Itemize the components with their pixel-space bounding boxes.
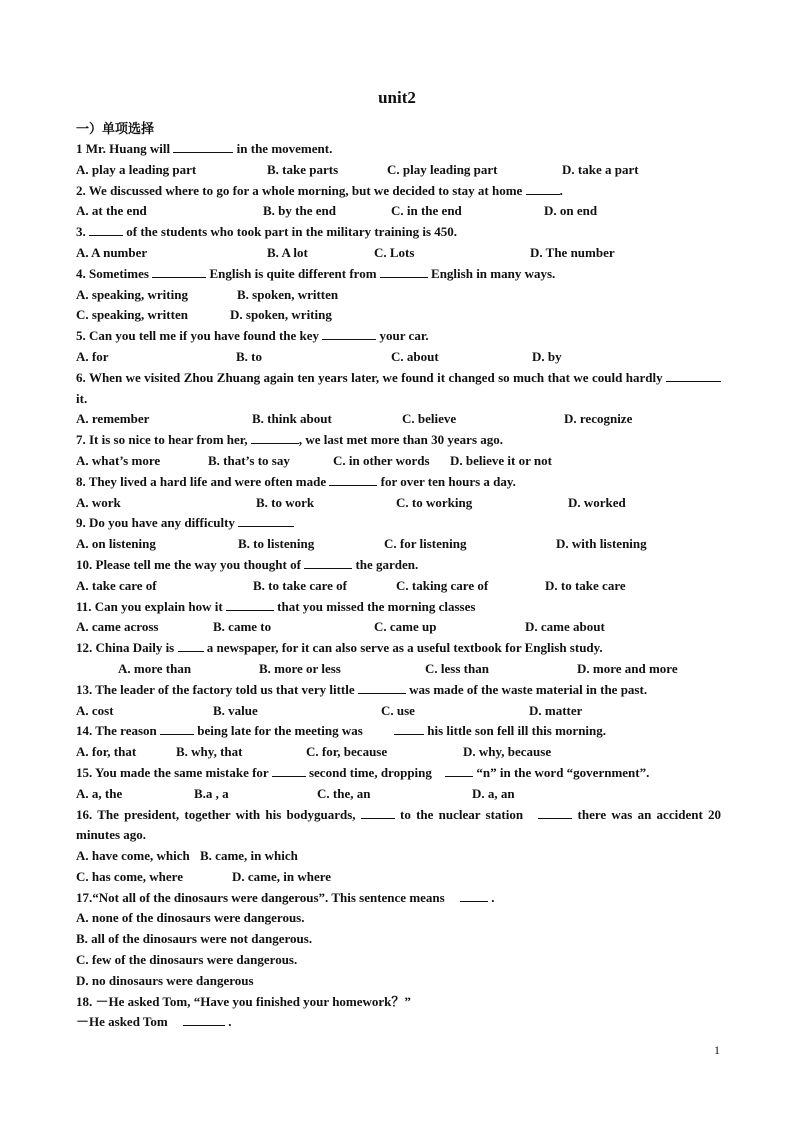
option-a: A. cost [76,702,114,718]
question-text: for over ten hours a day. [380,473,516,489]
option-c: C. taking care of [396,577,489,593]
option-c: C. speaking, written [76,307,188,323]
option-b: B. all of the dinosaurs were not dangerous. [76,931,313,947]
option-a: A. a, the [76,785,123,801]
option-d: D. recognize [564,411,633,427]
option-d: D. to take care [545,577,626,593]
options-row [76,347,721,368]
option-b: B. more or less [259,660,341,676]
question-text: 2. We discussed where to go for a whole morning, but we decided to stay at home [76,182,523,198]
option-d: D. by [532,348,562,364]
option-c: C. about [391,348,439,364]
question-text: . [228,1014,232,1030]
option-c: C. play leading part [387,161,498,177]
question-text: to the nuclear station [400,806,524,822]
answer-blank [538,806,572,819]
answer-blank [89,223,123,236]
answer-blank [394,722,424,735]
option-a: A. for, that [76,744,137,760]
option-d: D. worked [568,494,626,510]
answer-blank [329,473,377,486]
option-b: B. why, that [176,744,243,760]
options-row [76,160,721,181]
option-b: B. spoken, written [237,286,339,302]
option-d: D. more and more [577,660,678,676]
option-a: A. take care of [76,577,157,593]
options-row [76,201,721,222]
option-d: D. came, in where [232,868,332,884]
option-b: B. came, in which [200,848,298,864]
option-c: C. use [381,702,415,718]
exercise-body [76,118,721,1033]
options-row [76,867,721,888]
option-c: C. has come, where [76,868,183,884]
options-row [76,971,721,992]
page-number: 1 [714,1043,720,1057]
option-c: C. less than [425,660,489,676]
question-text: 10. Please tell me the way you thought of [76,556,301,572]
option-d: D. no dinosaurs were dangerous [76,972,254,988]
option-d: D. with listening [556,536,647,552]
option-d: D. on end [544,203,598,219]
answer-blank [226,598,274,611]
question-17 [76,888,721,909]
question-text: 14. The reason [76,723,157,739]
section-heading: 一）单项选择 [76,121,155,136]
question-text: 18. －He asked Tom, “Have you finished your homework？” [76,993,411,1009]
option-b: B. to take care of [253,577,347,593]
question-text: 8. They lived a hard life and were often made [76,473,327,489]
option-c: C. in other words [333,452,430,468]
question-text: 11. Can you explain how it [76,598,223,614]
question-text: a newspaper, for it can also serve as a useful textbook for English study. [206,640,603,656]
question-5 [76,326,721,347]
answer-blank [251,431,299,444]
options-row [76,784,721,805]
option-b: B. A lot [267,244,308,260]
option-b: B. that’s to say [208,452,290,468]
option-a: A. have come, which [76,848,190,864]
option-a: A. what’s more [76,452,161,468]
question-3 [76,222,721,243]
question-text: English in many ways. [431,265,556,281]
option-a: A. more than [118,660,192,676]
answer-blank [380,265,428,278]
option-b: B. to [236,348,262,364]
question-13 [76,680,721,701]
option-c: C. for, because [306,744,388,760]
question-text: in the movement. [236,141,333,156]
option-a: A. on listening [76,536,156,552]
answer-blank [460,889,488,902]
option-d: D. why, because [463,744,552,760]
option-c: C. in the end [391,203,462,219]
answer-blank [178,639,204,652]
option-c: C. believe [402,411,457,427]
option-b: B. take parts [267,161,339,177]
question-16 [76,805,721,847]
question-text: 1 Mr. Huang will [76,141,171,156]
question-18 [76,992,721,1013]
question-7 [76,430,721,451]
options-row [76,701,721,722]
question-text: English is quite different from [209,265,377,281]
question-text: 13. The leader of the factory told us that very little [76,681,355,697]
option-d: D. believe it or not [450,452,552,468]
options-row [76,243,721,264]
option-b: B. came to [213,619,272,635]
option-a: A. for [76,348,109,364]
option-b: B. value [213,702,258,718]
question-12 [76,638,721,659]
question-text: “n” in the word “government”. [476,764,650,780]
options-row [76,534,721,555]
option-d: D. take a part [562,161,639,177]
option-a: A. A number [76,244,148,260]
page-title: unit2 [378,88,416,107]
option-c: C. came up [374,619,437,635]
answer-blank [666,369,721,382]
options-row [76,451,721,472]
option-b: B. to listening [238,536,315,552]
option-d: D. The number [530,244,615,260]
question-14 [76,721,721,742]
answer-blank [160,722,194,735]
question-text: 5. Can you tell me if you have found the key [76,328,320,344]
question-text: being late for the meeting was [197,723,363,739]
question-text: second time, dropping [308,764,432,780]
option-d: D. came about [525,619,605,635]
question-text: there was an accident 20 minutes ago. [76,806,722,843]
question-text: his little son fell ill this morning. [427,723,607,739]
options-row [76,659,721,680]
question-6 [76,368,721,410]
question-text: of the students who took part in the military training is 450. [126,224,458,240]
options-row [76,409,721,430]
question-text: it. [76,390,88,406]
question-text: . [559,182,563,198]
question-8 [76,472,721,493]
option-a: A. remember [76,411,150,427]
question-text: was made of the waste material in the past. [409,681,648,697]
option-c: C. few of the dinosaurs were dangerous. [76,952,298,968]
option-a: A. speaking, writing [76,286,188,302]
answer-blank [152,265,206,278]
question-15 [76,763,721,784]
options-row [76,617,721,638]
option-c: C. the, an [317,785,371,801]
answer-blank [183,1013,225,1026]
question-text: . [491,889,495,905]
option-b: B.a , a [194,785,229,801]
option-c: C. for listening [384,536,467,552]
answer-blank [173,140,233,153]
answer-blank [445,764,473,777]
question-text: 3. [76,224,86,240]
option-b: B. think about [252,411,332,427]
answer-blank [322,327,376,340]
answer-blank [526,182,560,195]
options-row [76,908,721,929]
options-row [76,305,721,326]
answer-blank [361,806,395,819]
question-text: your car. [379,328,429,344]
options-row [76,929,721,950]
answer-blank [358,681,406,694]
question-text: 6. When we visited Zhou Zhuang again ten years later, we found it changed so much that we could hardly [76,369,663,385]
question-2 [76,181,721,202]
question-text: 9. Do you have any difficulty [76,515,235,531]
option-c: C. Lots [374,244,415,260]
option-a: A. at the end [76,203,147,219]
options-row [76,950,721,971]
options-row [76,742,721,763]
options-row [76,576,721,597]
question-text: 4. Sometimes [76,265,149,281]
options-row [76,846,721,867]
question-text: 12. China Daily is [76,640,175,656]
option-b: B. to work [256,494,315,510]
option-d: D. spoken, writing [230,307,332,323]
question-text: 7. It is so nice to hear from her, [76,432,248,448]
option-b: B. by the end [263,203,336,219]
question-text: 16. The president, together with his bodyguards, [76,806,356,822]
question-text: , we last met more than 30 years ago. [298,432,503,448]
question-text: that you missed the morning classes [277,598,476,614]
answer-blank [304,556,352,569]
question-18-answer-line [76,1012,721,1033]
question-text: 17.“Not all of the dinosaurs were dangerous”. This sentence means [76,889,445,905]
question-10 [76,555,721,576]
question-4 [76,264,721,285]
question-text: 15. You made the same mistake for [76,764,269,780]
option-a: A. came across [76,619,159,635]
question-text: the garden. [355,556,419,572]
option-c: C. to working [396,494,473,510]
answer-blank [238,514,294,527]
option-d: D. a, an [472,785,515,801]
question-1 [76,139,721,160]
question-text: －He asked Tom [76,1014,168,1030]
option-d: D. matter [529,702,583,718]
options-row [76,285,721,306]
options-row [76,493,721,514]
option-a: A. work [76,494,121,510]
question-9 [76,513,721,534]
answer-blank [272,764,306,777]
question-11 [76,597,721,618]
option-a: A. none of the dinosaurs were dangerous. [76,910,305,926]
option-a: A. play a leading part [76,161,197,177]
